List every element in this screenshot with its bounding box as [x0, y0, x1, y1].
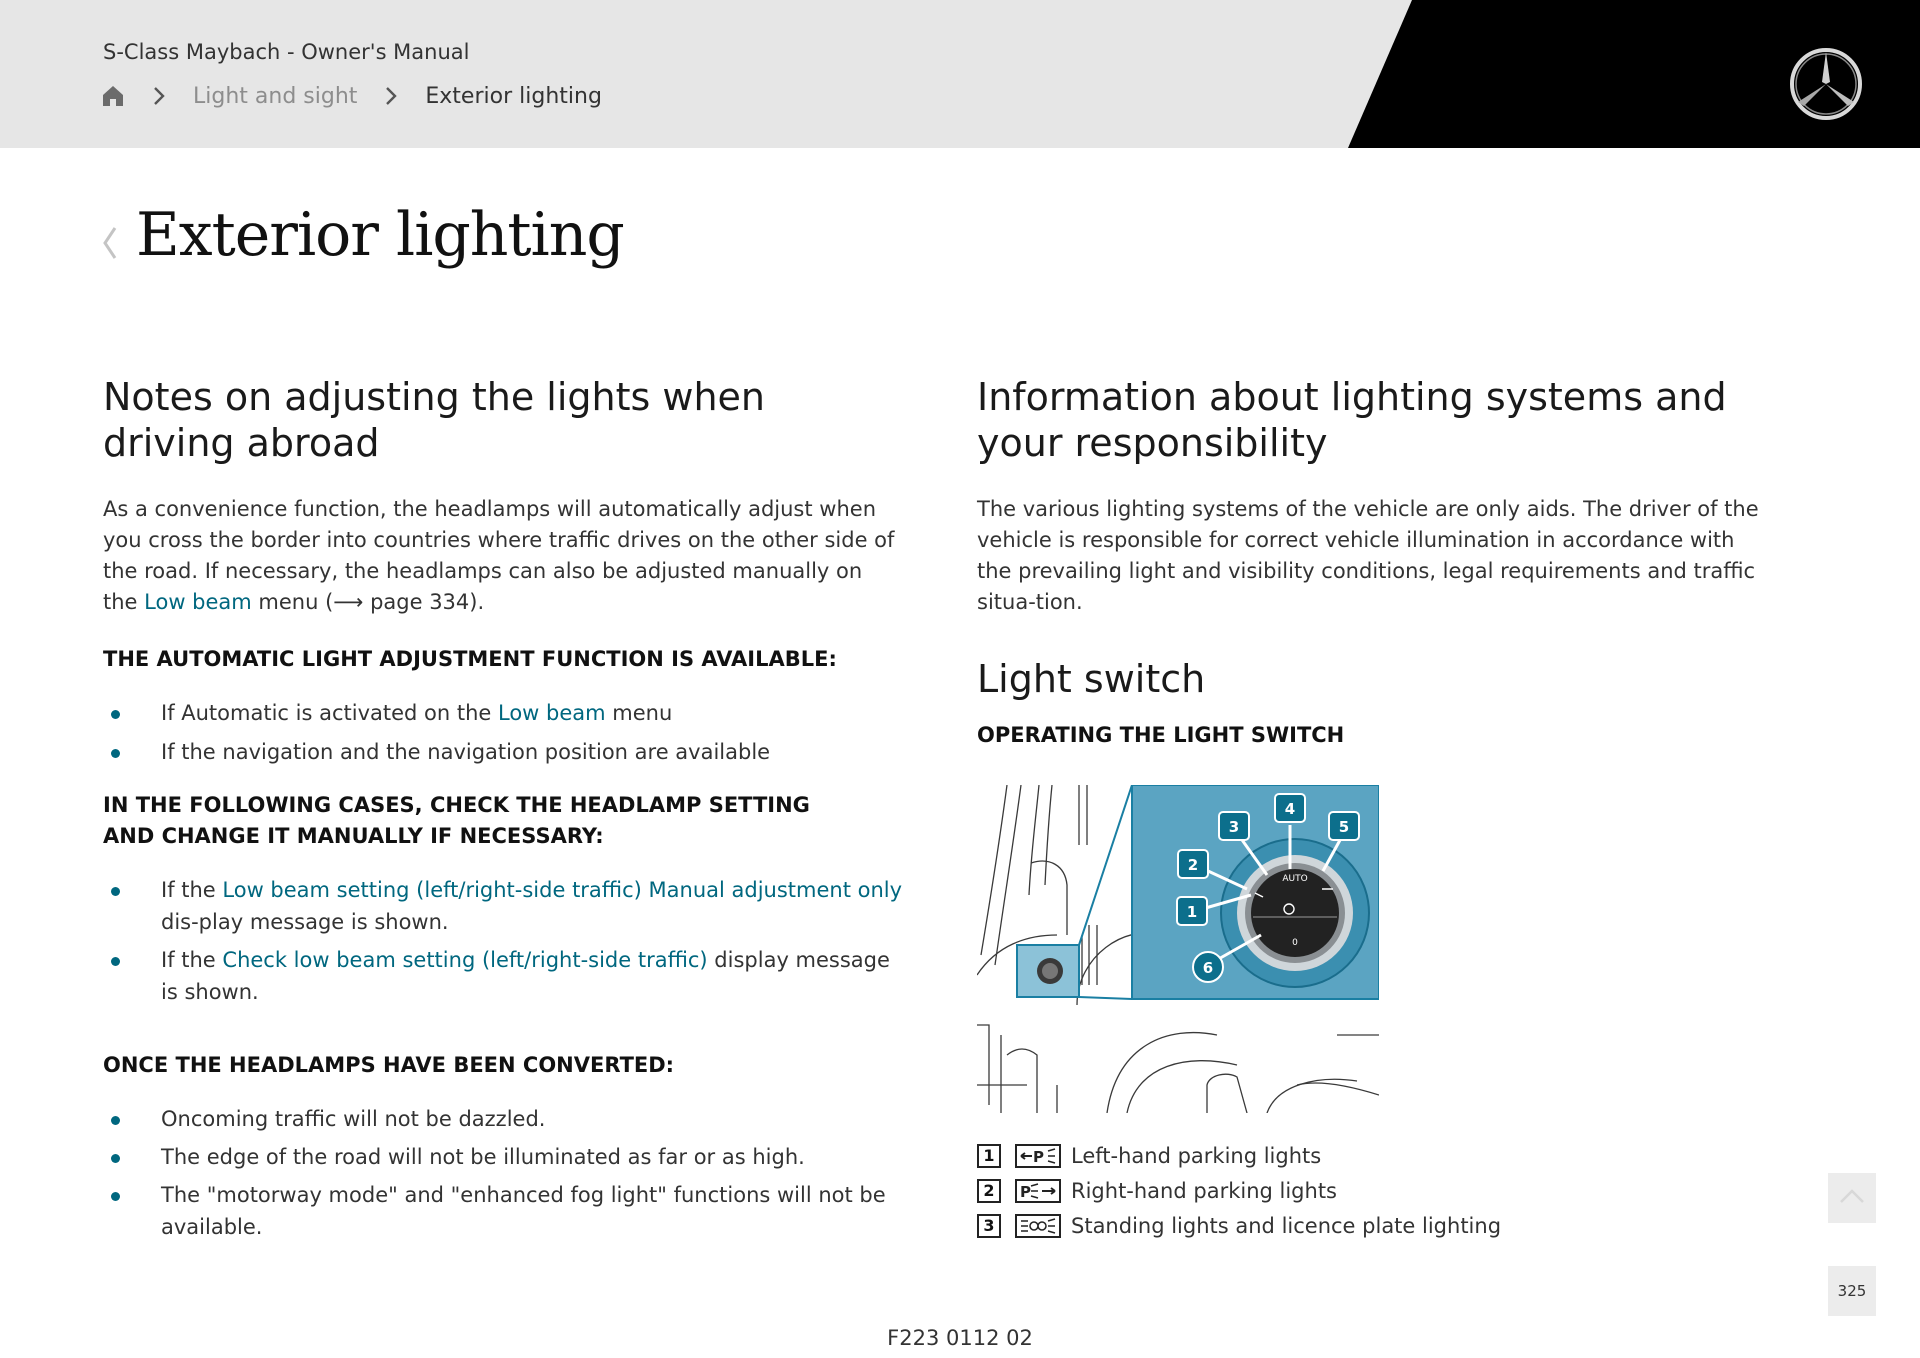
callout-4: 4 [1284, 800, 1296, 818]
right-column [977, 374, 1777, 751]
responsibility-paragraph: The various lighting systems of the vehicle are only aids. The driver of the vehicle is responsible for correct vehicle illumination in accordance with the prevailing light and visibility conditions, legal requirements and traffic situa-tion. [977, 497, 1759, 614]
bullet-icon [111, 710, 120, 719]
legend-number: 2 [977, 1179, 1001, 1203]
low-beam-link[interactable]: Low beam [498, 701, 606, 725]
page-number: 325 [1828, 1266, 1876, 1316]
converted-list [103, 1103, 903, 1243]
callout-6: 6 [1202, 959, 1214, 977]
page-header [0, 0, 1920, 148]
breadcrumb-item-light-and-sight[interactable]: Light and sight [193, 83, 358, 109]
list-item-text-end: dis-play message is shown. [161, 910, 449, 934]
svg-text:P: P [1033, 1147, 1044, 1165]
figure-legend [977, 1138, 1501, 1243]
callout-5: 5 [1338, 818, 1350, 836]
list-item-text: The edge of the road will not be illuminated as far or as high. [161, 1145, 805, 1169]
chevron-left-icon[interactable] [100, 222, 120, 264]
left-parking-light-icon [1015, 1144, 1061, 1168]
chevron-up-icon [1837, 1186, 1867, 1210]
bullet-icon [111, 1192, 120, 1201]
light-switch-figure [977, 785, 1379, 1113]
list-item-text: The "motorway mode" and "enhanced fog light" functions will not be available. [161, 1183, 886, 1239]
bullet-icon [111, 749, 120, 758]
legend-number: 1 [977, 1144, 1001, 1168]
callout-2: 2 [1187, 856, 1199, 874]
list-item [103, 1179, 903, 1243]
section-heading-responsibility: Information about lighting systems and your responsibility [977, 375, 1727, 465]
converted-heading: ONCE THE HEADLAMPS HAVE BEEN CONVERTED: [103, 1053, 675, 1077]
list-item-text: If Automatic is activated on the [161, 701, 498, 725]
dial-auto-label: AUTO [1282, 874, 1308, 884]
low-beam-link[interactable]: Low beam [144, 590, 252, 614]
list-item-text-end: menu [605, 701, 673, 725]
legend-item [977, 1138, 1501, 1173]
svg-text:P: P [1020, 1182, 1031, 1200]
svg-text:0: 0 [1292, 938, 1298, 948]
list-item [103, 874, 903, 938]
manual-adjustment-message-link[interactable]: Low beam setting (left/right-side traffic) Manual adjustment only [222, 878, 903, 902]
scroll-to-top-button[interactable] [1828, 1173, 1876, 1223]
bullet-icon [111, 957, 120, 966]
list-item [103, 736, 903, 768]
bullet-icon [111, 1116, 120, 1125]
left-column [103, 374, 903, 1243]
standing-lights-icon [1015, 1214, 1061, 1238]
auto-function-list [103, 697, 903, 768]
list-item-text-end: display message is shown. [161, 948, 890, 1004]
figure-code: F223 0112 02 [887, 1326, 1033, 1350]
list-item-text: If the [161, 878, 223, 902]
legend-item [977, 1208, 1501, 1243]
list-item [103, 944, 903, 1008]
manual-title: S-Class Maybach - Owner's Manual [103, 40, 470, 64]
section-heading-driving-abroad: Notes on adjusting the lights when driving abroad [103, 375, 765, 465]
chevron-right-icon [151, 84, 167, 108]
intro-text-end: menu (⟶ page 334). [251, 590, 485, 614]
header-black-panel [0, 0, 1920, 148]
list-item [103, 697, 903, 729]
list-item [103, 1141, 903, 1173]
check-setting-list [103, 874, 903, 1008]
list-item-text: If the navigation and the navigation position are available [161, 740, 771, 764]
breadcrumb-item-exterior-lighting: Exterior lighting [425, 83, 602, 109]
section-heading-light-switch: Light switch [977, 657, 1206, 701]
breadcrumb [101, 80, 602, 112]
legend-text: Standing lights and licence plate lighting [1071, 1213, 1502, 1238]
list-item [103, 1103, 903, 1135]
intro-text: As a convenience function, the headlamps will automatically adjust when you cross the border into countries where traffic drives on the other side of the road. If necessary, the headlamps can also be adjusted manually on the [103, 497, 895, 614]
callout-3: 3 [1228, 818, 1240, 836]
intro-paragraph [103, 494, 903, 618]
home-icon[interactable] [101, 84, 125, 108]
legend-text: Left-hand parking lights [1071, 1143, 1322, 1168]
bullet-icon [111, 1154, 120, 1163]
check-low-beam-message-link[interactable]: Check low beam setting (left/right-side traffic) [222, 948, 708, 972]
check-setting-heading: IN THE FOLLOWING CASES, CHECK THE HEADLAMP SETTING AND CHANGE IT MANUALLY IF NECESSARY: [103, 793, 810, 848]
page-title: Exterior lighting [136, 200, 624, 270]
legend-number: 3 [977, 1214, 1001, 1238]
auto-function-heading: THE AUTOMATIC LIGHT ADJUSTMENT FUNCTION IS AVAILABLE: [103, 647, 837, 671]
legend-item [977, 1173, 1501, 1208]
right-parking-light-icon [1015, 1179, 1061, 1203]
list-item-text: If the [161, 948, 223, 972]
bullet-icon [111, 887, 120, 896]
list-item-text: Oncoming traffic will not be dazzled. [161, 1107, 546, 1131]
callout-1: 1 [1186, 903, 1198, 921]
chevron-right-icon [383, 84, 399, 108]
legend-text: Right-hand parking lights [1071, 1178, 1337, 1203]
operating-light-switch-heading: OPERATING THE LIGHT SWITCH [977, 723, 1345, 747]
mercedes-star-logo[interactable] [1788, 46, 1864, 122]
